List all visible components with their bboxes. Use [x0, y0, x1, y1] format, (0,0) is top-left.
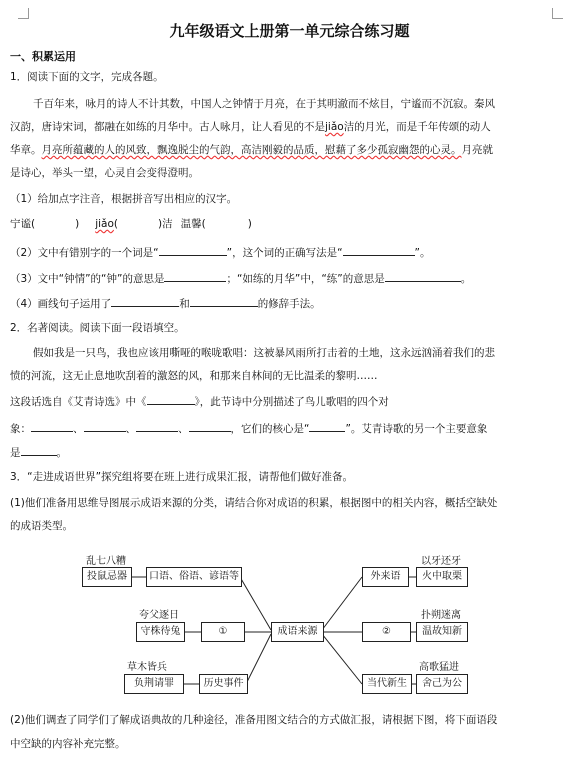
subquestion-4: （4）画线句子运用了 和 的修辞手法。	[10, 295, 321, 311]
pinyin-text: jiǎo	[325, 121, 344, 133]
idiom-example: 乱七八糟	[86, 556, 126, 567]
passage-line: 千百年来，咏月的诗人不计其数，中国人之钟情于月亮，在于其明澈而不炫目，宁谧而不沉寂。秦风	[33, 98, 495, 110]
underlined-sentence: 月亮所蕴藏的人的风致，飘逸脱尘的气韵，高洁刚毅的品质，慰藉了多少孤寂幽怨的心灵。	[41, 144, 462, 156]
question-3-subtext: (1)他们准备用思维导图展示成语来源的分类，请结合你对成语的积累，根据图中的相关内容，概括空缺处	[10, 497, 498, 509]
passage-line: 汉韵，唐诗宋词，都融在如练的月华中。古人咏月，让人看见的不是jiǎo洁的月光，而是千年传颂的动人	[10, 121, 491, 133]
passage-line: 是诗心，举头一望，心灵自会变得澄明。	[10, 167, 199, 179]
question-1-heading: 1．阅读下面的文字，完成各题。	[10, 71, 164, 83]
question-2-line: 这段话选自《艾青诗选》中《 》，此节诗中分别描述了鸟儿歌唱的四个对	[10, 393, 389, 409]
subquestion-2: （2）文中有错别字的一个词是“ ”，这个词的正确写法是“ ”。	[10, 244, 430, 260]
poem-line: 愤的河流，这无止息地吹刮着的激怒的风，和那来自林间的无比温柔的黎明……	[10, 370, 378, 382]
idiom-example: 夸父逐日	[139, 610, 179, 621]
idiom-example-box: 守株待兔	[136, 622, 185, 642]
passage-line: 华章。月亮所蕴藏的人的风致，飘逸脱尘的气韵，高洁刚毅的品质，慰藉了多少孤寂幽怨的心灵。月亮就	[10, 144, 493, 156]
question-3-subtext: 中空缺的内容补充完整。	[10, 738, 126, 750]
category-node: 当代新生	[362, 674, 412, 694]
question-2-line: 象： 、 、 、 ，它们的核心是“ ”。艾青诗歌的另一个主要意象	[10, 420, 487, 436]
question-3-heading: 3．“走进成语世界”探究组将要在班上进行成果汇报，请帮他们做好准备。	[10, 471, 354, 483]
subquestion-1-items: 宁谧( ) jiǎo( )洁 温馨( )	[10, 218, 252, 230]
idiom-example-box: 火中取栗	[416, 567, 468, 587]
blank-category-node-2[interactable]: ②	[362, 622, 411, 642]
category-node: 历史事件	[199, 674, 248, 694]
idiom-example: 高歌猛进	[419, 662, 459, 673]
page-title: 九年级语文上册第一单元综合练习题	[169, 22, 410, 40]
subquestion-3: （3）文中“钟情”的“钟”的意思是 ；“如练的月华”中，“练”的意思是 。	[10, 270, 471, 286]
idiom-example: 以牙还牙	[421, 556, 461, 567]
center-node: 成语来源	[271, 622, 324, 642]
question-3-subtext: 的成语类型。	[10, 520, 73, 532]
idiom-example-box: 负荆请罪	[124, 674, 184, 694]
idiom-example: 扑朔迷离	[421, 610, 461, 621]
idiom-example: 草木皆兵	[127, 662, 167, 673]
question-2-heading: 2．名著阅读。阅读下面一段语填空。	[10, 322, 185, 334]
idiom-example-box: 舍己为公	[416, 674, 468, 694]
blank-category-node-1[interactable]: ①	[201, 622, 245, 642]
category-node: 外来语	[362, 567, 409, 587]
question-3-subtext: (2)他们调查了同学们了解成语典故的几种途径，准备用图文结合的方式做汇报，请根据下图，将下面语段	[10, 714, 498, 726]
question-2-line: 是 。	[10, 444, 67, 460]
category-node: 口语、俗语、谚语等	[146, 567, 242, 587]
subquestion-1: （1）给加点字注音，根据拼音写出相应的汉字。	[10, 193, 238, 205]
idiom-example-box: 投鼠忌器	[82, 567, 132, 587]
poem-line: 假如我是一只鸟，我也应该用嘶哑的喉咙歌唱：这被暴风雨所打击着的土地，这永远汹涌着我们的悲	[33, 347, 495, 359]
section-heading: 一、积累运用	[10, 50, 76, 63]
idiom-example-box: 温故知新	[416, 622, 468, 642]
